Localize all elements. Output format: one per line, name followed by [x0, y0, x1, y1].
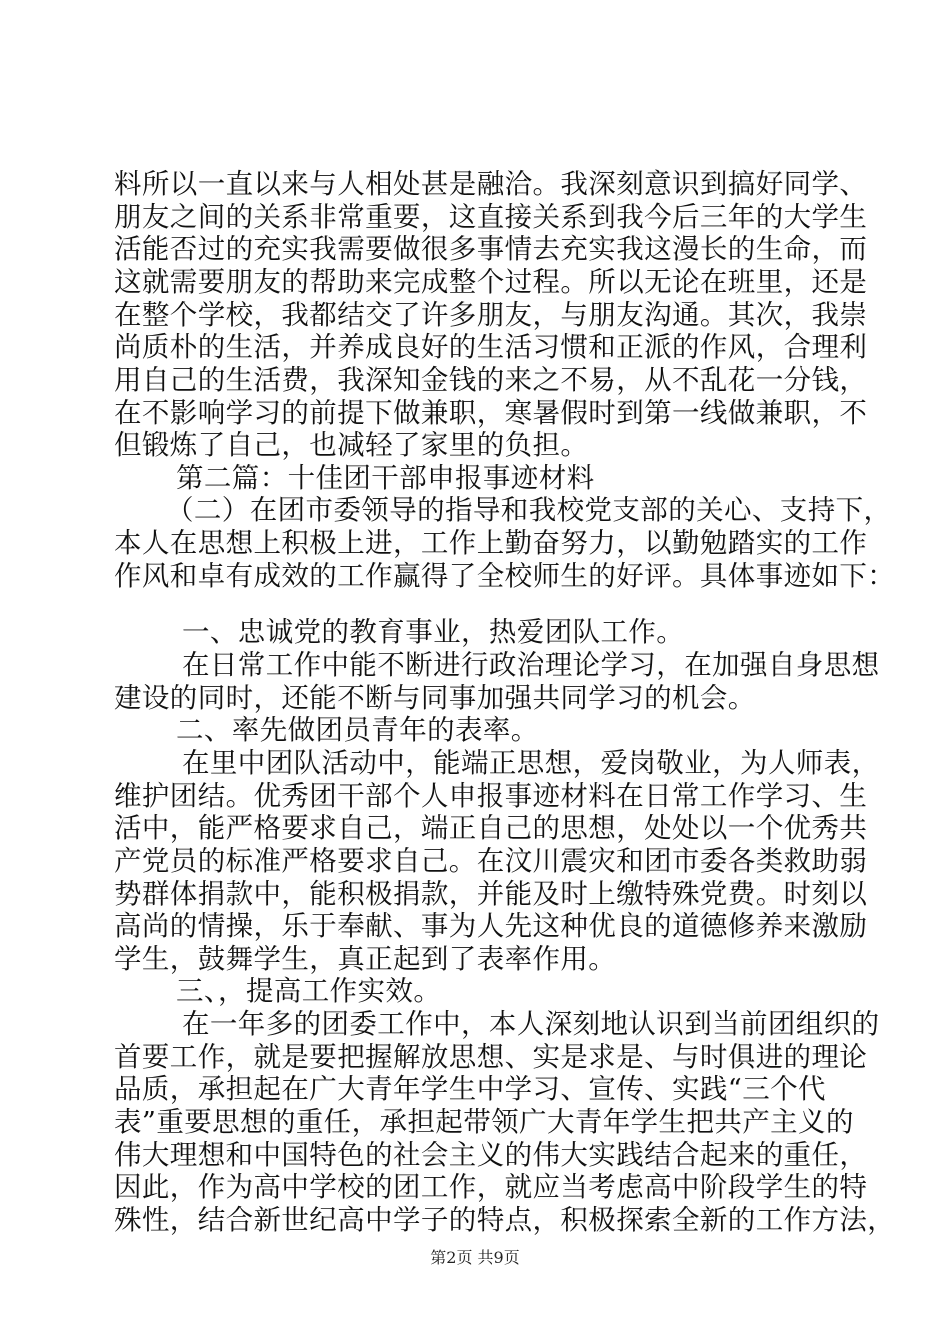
- body-line: 高尚的情操，乐于奉献、事为人先这种优良的道德修养来激励: [114, 910, 868, 942]
- body-line: 势群体捐款中，能积极捐款，并能及时上缴特殊党费。时刻以: [114, 878, 868, 910]
- body-line: 活能否过的充实我需要做很多事情去充实我这漫长的生命，而: [114, 233, 868, 265]
- body-line: 作风和卓有成效的工作赢得了全校师生的好评。具体事迹如下：: [114, 560, 896, 592]
- body-line: 建设的同时，还能不断与同事加强共同学习的机会。: [114, 682, 756, 714]
- body-line: 殊性，结合新世纪高中学子的特点，积极探索全新的工作方法，: [114, 1204, 896, 1236]
- body-line: 活中，能严格要求自己，端正自己的思想，处处以一个优秀共: [114, 812, 868, 844]
- page-number-footer: 第2页 共9页: [430, 1248, 520, 1267]
- subsection-heading: 二、率先做团员青年的表率。: [176, 714, 539, 746]
- body-line: 在整个学校，我都结交了许多朋友，与朋友沟通。其次，我崇: [114, 299, 868, 331]
- body-line: 在一年多的团委工作中，本人深刻地认识到当前团组织的: [182, 1008, 880, 1040]
- body-line: 用自己的生活费，我深知金钱的来之不易，从不乱花一分钱，: [114, 364, 868, 396]
- body-line: 维护团结。优秀团干部个人申报事迹材料在日常工作学习、生: [114, 780, 868, 812]
- body-line: 在里中团队活动中，能端正思想，爱岗敬业，为人师表，: [182, 747, 880, 779]
- body-line: 料所以一直以来与人相处甚是融洽。我深刻意识到搞好同学、: [114, 168, 868, 200]
- body-line: （二）在团市委领导的指导和我校党支部的关心、支持下，: [166, 494, 892, 526]
- section-heading: 第二篇：十佳团干部申报事迹材料: [176, 462, 595, 494]
- body-line: 产党员的标准严格要求自己。在汶川震灾和团市委各类救助弱: [114, 845, 868, 877]
- subsection-heading: 一、忠诚党的教育事业，热爱团队工作。: [182, 616, 685, 648]
- subsection-heading: 三、，提高工作实效。: [176, 975, 442, 1007]
- body-line: 但锻炼了自己，也减轻了家里的负担。: [114, 429, 589, 461]
- body-line: 因此，作为高中学校的团工作，就应当考虑高中阶段学生的特: [114, 1171, 868, 1203]
- body-line: 首要工作，就是要把握解放思想、实是求是、与时俱进的理论: [114, 1041, 868, 1073]
- body-line: 这就需要朋友的帮助来完成整个过程。所以无论在班里，还是: [114, 266, 868, 298]
- body-line: 表”重要思想的重任，承担起带领广大青年学生把共产主义的: [114, 1106, 854, 1138]
- body-line: 在不影响学习的前提下做兼职，寒暑假时到第一线做兼职，不: [114, 397, 868, 429]
- body-line: 学生，鼓舞学生，真正起到了表率作用。: [114, 943, 617, 975]
- body-line: 品质，承担起在广大青年学生中学习、宣传、实践“三个代: [114, 1073, 826, 1105]
- body-line: 在日常工作中能不断进行政治理论学习，在加强自身思想: [182, 649, 880, 681]
- body-line: 本人在思想上积极上进，工作上勤奋努力，以勤勉踏实的工作: [114, 527, 868, 559]
- body-line: 朋友之间的关系非常重要，这直接关系到我今后三年的大学生: [114, 201, 868, 233]
- body-line: 伟大理想和中国特色的社会主义的伟大实践结合起来的重任，: [114, 1139, 868, 1171]
- body-line: 尚质朴的生活，并养成良好的生活习惯和正派的作风，合理利: [114, 331, 868, 363]
